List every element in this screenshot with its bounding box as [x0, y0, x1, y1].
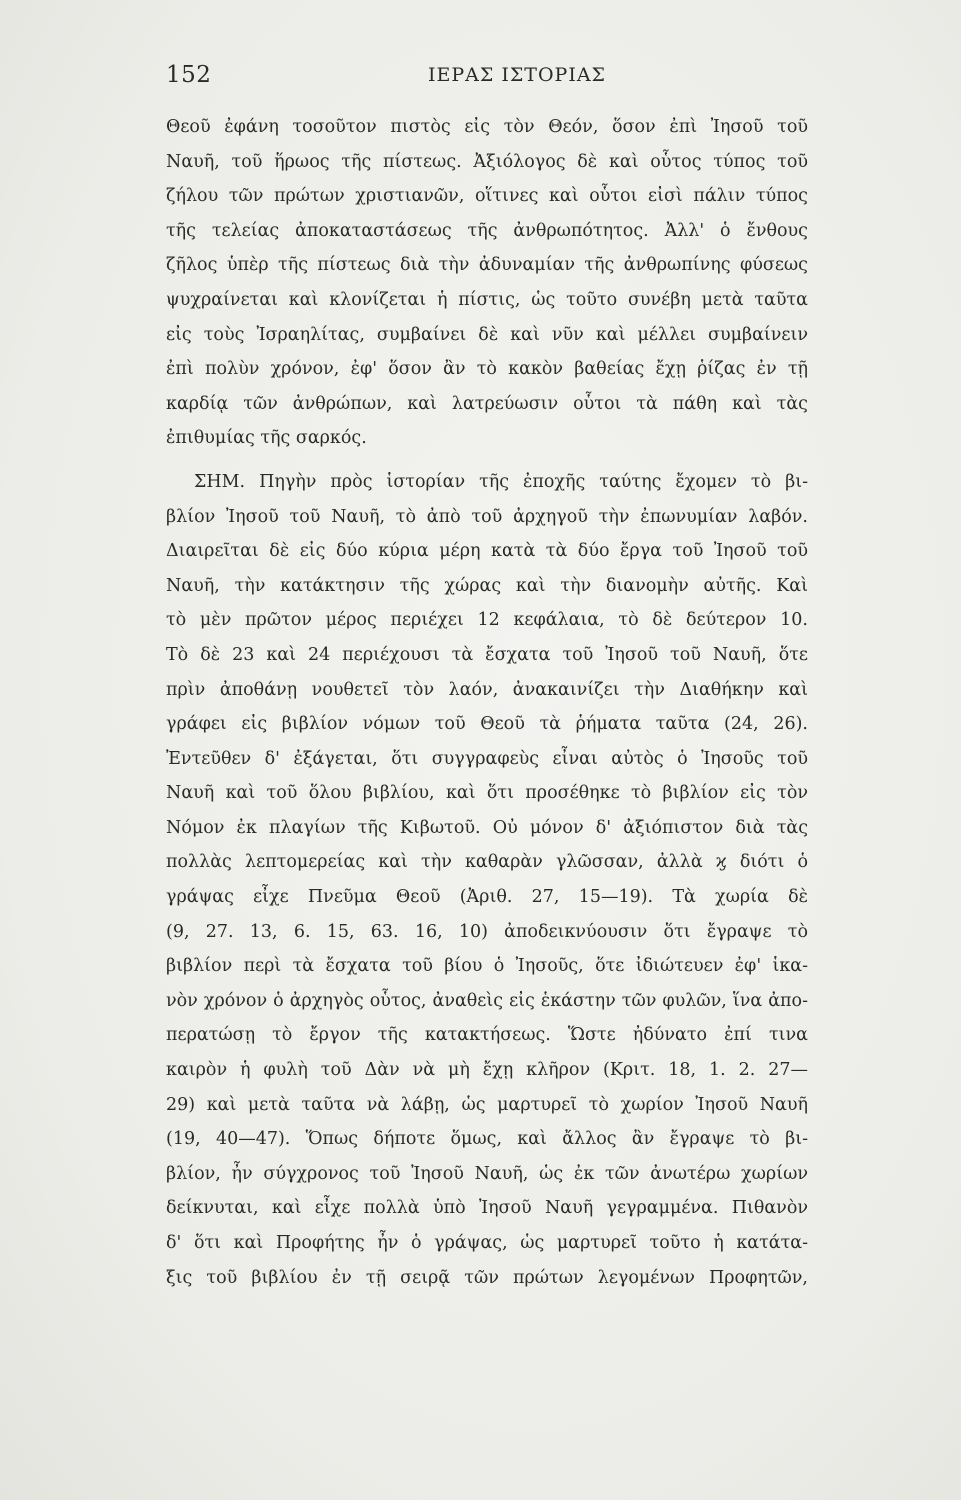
running-head: ΙΕΡΑΣ ΙΣΤΟΡΙΑΣ	[428, 64, 606, 86]
text-line: Τὸ δὲ 23 καὶ 24 περιέχουσι τὰ ἔσχατα τοῦ Ἰησοῦ τοῦ Ναυῆ, ὅτε	[166, 644, 808, 665]
text-line: ἐπιθυμίας τῆς σαρκός.	[166, 428, 367, 449]
text-line: ΣΗΜ. Πηγὴν πρὸς ἱστορίαν τῆς ἐποχῆς ταύτης ἔχομεν τὸ βι-	[194, 471, 808, 492]
text-line: (9, 27. 13, 6. 15, 63. 16, 10) ἀποδεικνύουσιν ὅτι ἔγραψε τὸ	[166, 921, 808, 942]
page-number: 152	[166, 62, 212, 88]
text-line: βλίον Ἰησοῦ τοῦ Ναυῆ, τὸ ἀπὸ τοῦ ἀρχηγοῦ τὴν ἐπωνυμίαν λαβόν.	[166, 506, 808, 527]
text-line: νὸν χρόνον ὁ ἀρχηγὸς οὗτος, ἀναθεὶς εἰς ἑκάστην τῶν φυλῶν, ἵνα ἀπο-	[166, 990, 808, 1011]
text-line: πρὶν ἀποθάνῃ νουθετεῖ τὸν λαόν, ἀνακαινίζει τὴν Διαθήκην καὶ	[166, 679, 808, 700]
text-line: βιβλίον περὶ τὰ ἔσχατα τοῦ βίου ὁ Ἰησοῦς, ὅτε ἰδιώτευεν ἐφ' ἱκα-	[166, 956, 808, 977]
text-line: τὸ μὲν πρῶτον μέρος περιέχει 12 κεφάλαια, τὸ δὲ δεύτερον 10.	[166, 610, 808, 631]
page-header	[166, 62, 806, 102]
text-line: γράψας εἶχε Πνεῦμα Θεοῦ (Ἀριθ. 27, 15—19). Τὰ χωρία δὲ	[166, 887, 808, 908]
text-line: βλίον, ἦν σύγχρονος τοῦ Ἰησοῦ Ναυῆ, ὡς ἐκ τῶν ἀνωτέρω χωρίων	[166, 1163, 808, 1184]
text-line: περατώσῃ τὸ ἔργον τῆς κατακτήσεως. Ὥστε ἠδύνατο ἐπί τινα	[166, 1025, 808, 1046]
text-line: (19, 40—47). Ὅπως δήποτε ὅμως, καὶ ἄλλος ἂν ἔγραψε τὸ βι-	[166, 1129, 808, 1150]
text-line: ζῆλος ὑπὲρ τῆς πίστεως διὰ τὴν ἀδυναμίαν τῆς ἀνθρωπίνης φύσεως	[166, 255, 808, 276]
text-line: καιρὸν ἡ φυλὴ τοῦ Δὰν νὰ μὴ ἔχῃ κλῆρον (Κριτ. 18, 1. 2. 27—	[166, 1060, 808, 1081]
text-line: τῆς τελείας ἀποκαταστάσεως τῆς ἀνθρωπότητος. Ἀλλ' ὁ ἔνθους	[166, 220, 808, 241]
text-line: δείκνυται, καὶ εἶχε πολλὰ ὑπὸ Ἰησοῦ Ναυῆ γεγραμμένα. Πιθανὸν	[166, 1198, 808, 1219]
paragraph-note	[166, 465, 808, 1295]
text-line: Ναυῆ καὶ τοῦ ὅλου βιβλίου, καὶ ὅτι προσέθηκε τὸ βιβλίον εἰς τὸν	[166, 783, 808, 804]
text-line: δ' ὅτι καὶ Προφήτης ἦν ὁ γράψας, ὡς μαρτυρεῖ τοῦτο ἡ κατάτα-	[166, 1233, 808, 1253]
text-line: ξις τοῦ βιβλίου ἐν τῇ σειρᾷ τῶν πρώτων λεγομένων Προφητῶν,	[166, 1267, 808, 1288]
text-line: Ἐντεῦθεν δ' ἐξάγεται, ὅτι συγγραφεὺς εἶναι αὐτὸς ὁ Ἰησοῦς τοῦ	[166, 748, 808, 769]
text-line: ζήλου τῶν πρώτων χριστιανῶν, οἵτινες καὶ οὗτοι εἰσὶ πάλιν τύπος	[166, 186, 808, 207]
text-line: 29) καὶ μετὰ ταῦτα νὰ λάβῃ, ὡς μαρτυρεῖ τὸ χωρίον Ἰησοῦ Ναυῆ	[166, 1094, 808, 1115]
paragraph-main	[166, 110, 808, 456]
text-line: Ναυῆ, τὴν κατάκτησιν τῆς χώρας καὶ τὴν διανομὴν αὐτῆς. Καὶ	[166, 575, 808, 596]
text-line: γράφει εἰς βιβλίον νόμων τοῦ Θεοῦ τὰ ῥήματα ταῦτα (24, 26).	[166, 714, 808, 735]
text-line: καρδίᾳ τῶν ἀνθρώπων, καὶ λατρεύωσιν οὗτοι τὰ πάθη καὶ τὰς	[166, 393, 808, 414]
text-line: Θεοῦ ἐφάνη τοσοῦτον πιστὸς εἰς τὸν Θεόν, ὅσον ἐπὶ Ἰησοῦ τοῦ	[166, 117, 808, 137]
text-line: εἰς τοὺς Ἰσραηλίτας, συμβαίνει δὲ καὶ νῦν καὶ μέλλει συμβαίνειν	[166, 324, 808, 345]
text-line: Διαιρεῖται δὲ εἰς δύο κύρια μέρη κατὰ τὰ δύο ἔργα τοῦ Ἰησοῦ τοῦ	[166, 541, 808, 562]
text-line: πολλὰς λεπτομερείας καὶ τὴν καθαρὰν γλῶσσαν, ἀλλὰ ϗ διότι ὁ	[166, 852, 808, 873]
text-line: Νόμον ἐκ πλαγίων τῆς Κιβωτοῦ. Οὐ μόνον δ' ἀξιόπιστον διὰ τὰς	[166, 817, 808, 838]
text-line: ψυχραίνεται καὶ κλονίζεται ἡ πίστις, ὡς τοῦτο συνέβη μετὰ ταῦτα	[166, 289, 808, 310]
text-line: Ναυῆ, τοῦ ἥρωος τῆς πίστεως. Ἀξιόλογος δὲ καὶ οὗτος τύπος τοῦ	[166, 151, 808, 172]
body-text	[166, 110, 808, 1295]
text-line: ἐπὶ πολὺν χρόνον, ἐφ' ὅσον ἂν τὸ κακὸν βαθείας ἔχῃ ῥίζας ἐν τῇ	[166, 359, 808, 380]
